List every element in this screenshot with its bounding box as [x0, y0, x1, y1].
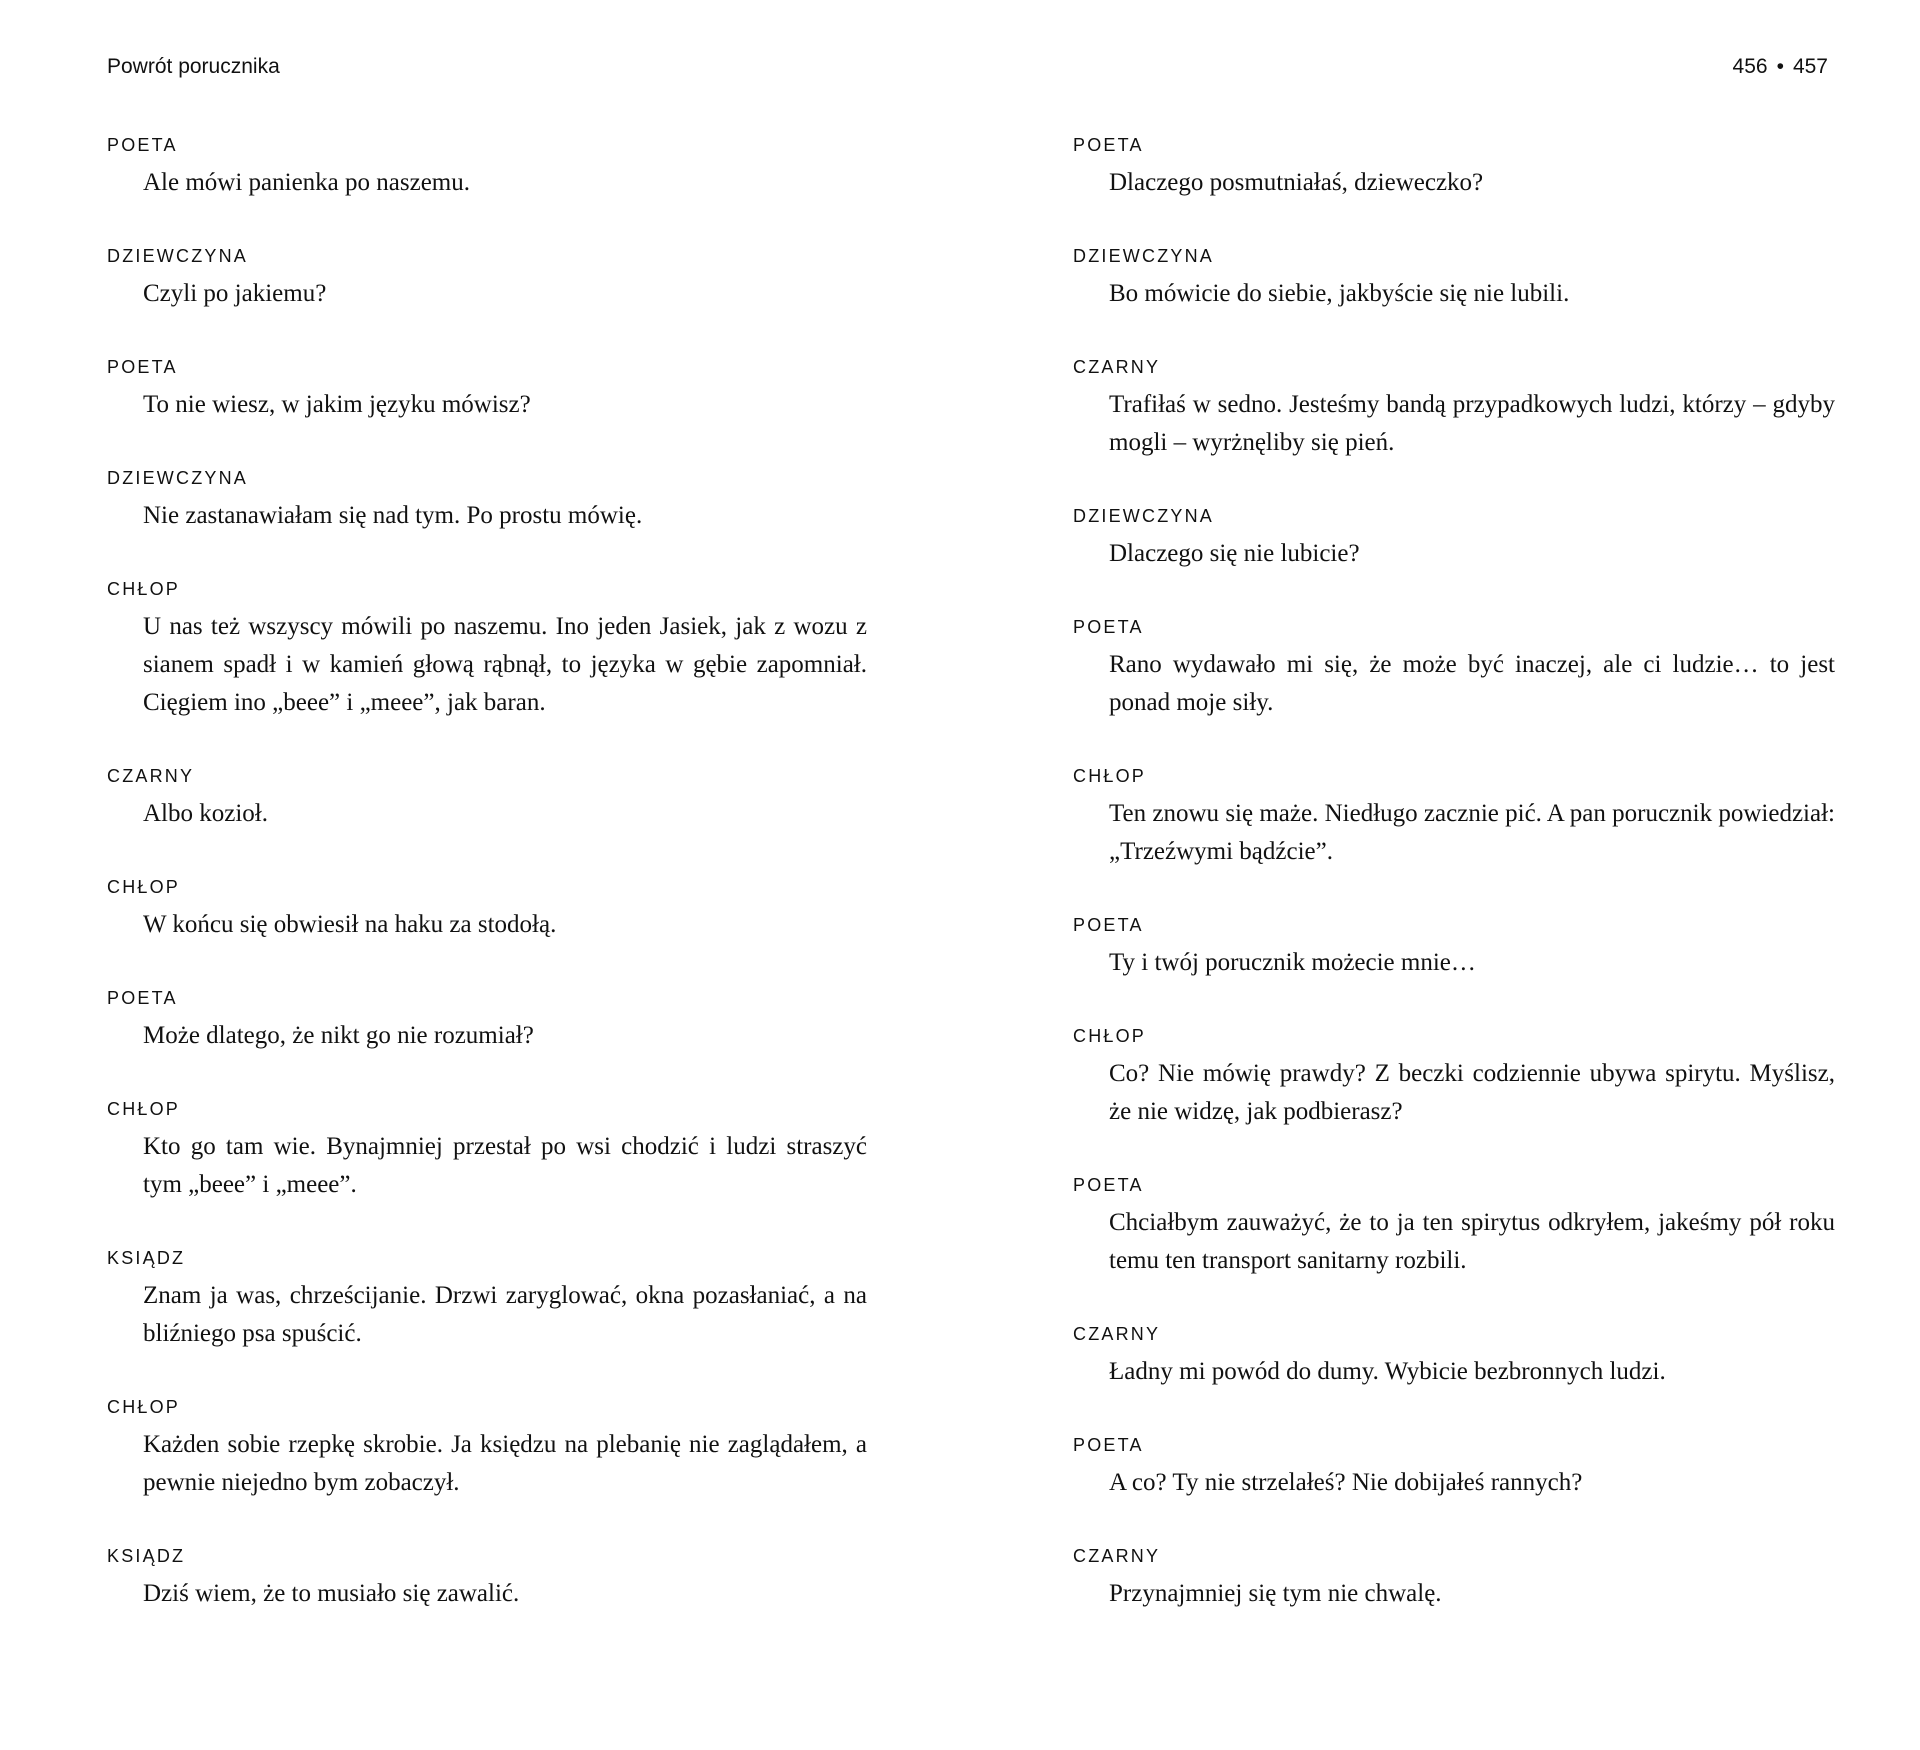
- dialogue-turn: [1073, 1545, 1835, 1613]
- page-number-left: 456: [1732, 55, 1768, 78]
- speech-text: Dlaczego się nie lubicie?: [1109, 540, 1360, 567]
- speaker-name: POETA: [107, 357, 178, 377]
- speaker-name: POETA: [1073, 1435, 1144, 1455]
- speaker-name: CZARNY: [1073, 1324, 1161, 1344]
- speech-text: A co? Ty nie strzelałeś? Nie dobijałeś rannych?: [1109, 1469, 1583, 1496]
- speech-text: Każden sobie rzepkę skrobie. Ja księdzu na plebanię nie zaglądałem, a pewnie niejedno bym zobaczył.: [143, 1431, 867, 1496]
- right-page-dialogue: [1073, 134, 1835, 1656]
- speech-text: Może dlatego, że nikt go nie rozumiał?: [143, 1022, 534, 1049]
- speech-text: Dziś wiem, że to musiało się zawalić.: [143, 1580, 520, 1607]
- speech-text: Trafiłaś w sedno. Jesteśmy bandą przypadkowych ludzi, którzy – gdyby mogli – wyrżnęliby się pień.: [1109, 391, 1835, 456]
- speech-text: U nas też wszyscy mówili po naszemu. Ino jeden Jasiek, jak z wozu z sianem spadł i w kamień głową rąbnął, to języka w gębie zapomniał. Cięgiem ino „beee” i „meee”, jak baran.: [143, 613, 867, 716]
- dialogue-turn: [1073, 1323, 1835, 1391]
- running-title: Powrót porucznika: [107, 55, 280, 78]
- speaker-name: CHŁOP: [107, 579, 181, 599]
- dialogue-turn: [1073, 1174, 1835, 1280]
- speaker-name: POETA: [1073, 915, 1144, 935]
- dialogue-turn: [107, 245, 867, 313]
- dialogue-turn: [107, 876, 867, 944]
- page-numbers: [1733, 55, 1828, 79]
- speech-text: Znam ja was, chrześcijanie. Drzwi zaryglować, okna pozasłaniać, a na bliźniego psa spuścić.: [143, 1282, 867, 1347]
- speech-text: Chciałbym zauważyć, że to ja ten spirytus odkryłem, jakeśmy pół roku temu ten transport sanitarny rozbili.: [1109, 1209, 1835, 1274]
- dialogue-turn: [107, 356, 867, 424]
- speaker-name: CHŁOP: [1073, 1026, 1147, 1046]
- speaker-name: CZARNY: [107, 766, 195, 786]
- speaker-name: CHŁOP: [107, 1099, 181, 1119]
- speech-text: Ale mówi panienka po naszemu.: [143, 169, 470, 196]
- page-number-right: 457: [1792, 55, 1828, 78]
- speaker-name: CHŁOP: [107, 1397, 181, 1417]
- speaker-name: CZARNY: [1073, 357, 1161, 377]
- dialogue-turn: [1073, 505, 1835, 573]
- dialogue-turn: [1073, 134, 1835, 202]
- speech-text: To nie wiesz, w jakim języku mówisz?: [143, 391, 531, 418]
- dialogue-turn: [1073, 914, 1835, 982]
- dialogue-turn: [1073, 616, 1835, 722]
- speech-text: Ładny mi powód do dumy. Wybicie bezbronnych ludzi.: [1109, 1358, 1666, 1385]
- speech-text: Bo mówicie do siebie, jakbyście się nie lubili.: [1109, 280, 1570, 307]
- dialogue-turn: [107, 1098, 867, 1204]
- dialogue-turn: [1073, 356, 1835, 462]
- speech-text: Rano wydawało mi się, że może być inaczej, ale ci ludzie… to jest ponad moje siły.: [1109, 651, 1835, 716]
- dialogue-turn: [1073, 1025, 1835, 1131]
- speech-text: Albo kozioł.: [143, 800, 268, 827]
- speech-text: Ty i twój porucznik możecie mnie…: [1109, 949, 1476, 976]
- dialogue-turn: [1073, 245, 1835, 313]
- speaker-name: KSIĄDZ: [107, 1546, 186, 1566]
- speech-text: Przynajmniej się tym nie chwalę.: [1109, 1580, 1442, 1607]
- speaker-name: CZARNY: [1073, 1546, 1161, 1566]
- speaker-name: POETA: [107, 135, 178, 155]
- speaker-name: CHŁOP: [1073, 766, 1147, 786]
- speech-text: Dlaczego posmutniałaś, dzieweczko?: [1109, 169, 1484, 196]
- dialogue-turn: [1073, 1434, 1835, 1502]
- dialogue-turn: [107, 987, 867, 1055]
- speaker-name: DZIEWCZYNA: [1073, 506, 1214, 526]
- speech-text: W końcu się obwiesił na haku za stodołą.: [143, 911, 557, 938]
- dialogue-turn: [107, 1247, 867, 1353]
- speech-text: Ten znowu się maże. Niedługo zacznie pić. A pan porucznik powiedział: „Trzeźwymi bądźcie”.: [1109, 800, 1835, 865]
- speaker-name: DZIEWCZYNA: [107, 468, 248, 488]
- dialogue-turn: [107, 1396, 867, 1502]
- dialogue-turn: [1073, 765, 1835, 871]
- speaker-name: DZIEWCZYNA: [1073, 246, 1214, 266]
- dialogue-turn: [107, 765, 867, 833]
- page-separator: •: [1776, 55, 1784, 78]
- speech-text: Nie zastanawiałam się nad tym. Po prostu mówię.: [143, 502, 643, 529]
- speaker-name: POETA: [107, 988, 178, 1008]
- dialogue-turn: [107, 578, 867, 722]
- speaker-name: POETA: [1073, 135, 1144, 155]
- dialogue-turn: [107, 467, 867, 535]
- speaker-name: CHŁOP: [107, 877, 181, 897]
- speaker-name: DZIEWCZYNA: [107, 246, 248, 266]
- speaker-name: POETA: [1073, 617, 1144, 637]
- left-page-dialogue: [107, 134, 867, 1656]
- dialogue-turn: [107, 1545, 867, 1613]
- speech-text: Czyli po jakiemu?: [143, 280, 327, 307]
- speaker-name: KSIĄDZ: [107, 1248, 186, 1268]
- dialogue-turn: [107, 134, 867, 202]
- speaker-name: POETA: [1073, 1175, 1144, 1195]
- speech-text: Kto go tam wie. Bynajmniej przestał po wsi chodzić i ludzi straszyć tym „beee” i „meee”.: [143, 1133, 867, 1198]
- speech-text: Co? Nie mówię prawdy? Z beczki codziennie ubywa spirytu. Myślisz, że nie widzę, jak podbierasz?: [1109, 1060, 1835, 1125]
